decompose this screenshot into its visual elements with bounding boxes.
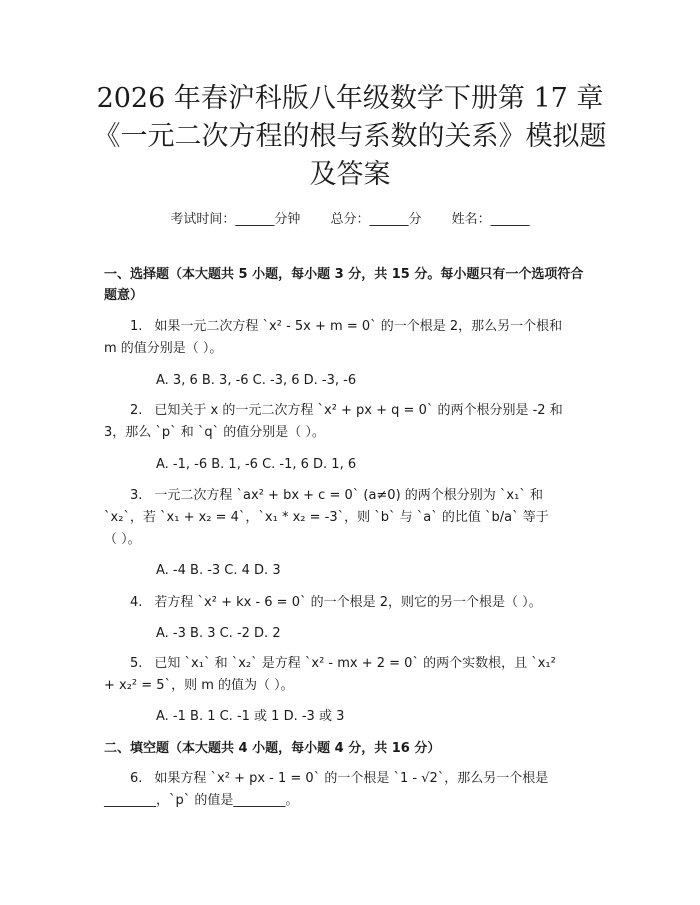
question-line: + x₂² = 5`，则 m 的值为（ ）。 (104, 678, 294, 693)
question-6 (104, 768, 602, 812)
question-number: 3. (130, 488, 143, 503)
question-4-options: A. -3 B. 3 C. -2 D. 2 (156, 626, 281, 641)
question-text: 如果方程 `x² + px - 1 = 0` 的一个根是 `1 - √2`，那么另一个根是 (154, 771, 549, 786)
question-text: 已知关于 x 的一元二次方程 `x² + px + q = 0` 的两个根分别是 -2 和 (154, 403, 563, 418)
question-5 (104, 653, 602, 697)
question-line (104, 400, 602, 422)
exam-info (0, 208, 700, 227)
question-text: 如果一元二次方程 `x² - 5x + m = 0` 的一个根是 2，那么另一个根和 (154, 319, 563, 334)
question-4 (104, 592, 602, 614)
section-heading-fill: 二、填空题（本大题共 4 小题，每小题 4 分，共 16 分） (104, 741, 441, 756)
section-heading-line-1: 一、选择题（本大题共 5 小题，每小题 3 分，共 15 分。每小题只有一个选项符合 (104, 267, 584, 282)
question-number: 4. (130, 595, 143, 610)
question-line (104, 592, 602, 614)
question-line: m 的值分别是（ ）。 (104, 341, 223, 356)
question-3-options: A. -4 B. -3 C. 4 D. 3 (156, 563, 281, 578)
question-3 (104, 485, 602, 551)
section-heading-choice (104, 264, 604, 306)
question-line (104, 316, 602, 338)
question-text: 若方程 `x² + kx - 6 = 0` 的一个根是 2，则它的另一个根是（ ）。 (154, 595, 542, 610)
question-text: 一元二次方程 `ax² + bx + c = 0` (a≠0) 的两个根分别为 `x₁` 和 (154, 488, 543, 503)
title-line-3: 及答案 (309, 159, 391, 190)
question-line: （ ）。 (104, 532, 141, 547)
question-number: 1. (130, 319, 143, 334)
question-line: 3，那么 `p` 和 `q` 的值分别是（ ）。 (104, 425, 325, 440)
exam-name: 姓名：______ (451, 212, 530, 227)
question-line (104, 485, 602, 507)
question-number: 6. (130, 771, 143, 786)
title-line-1: 2026 年春沪科版八年级数学下册第 17 章 (96, 83, 604, 114)
exam-score: 总分：______分 (330, 212, 422, 227)
question-1-options: A. 3, 6 B. 3, -6 C. -3, 6 D. -3, -6 (156, 373, 357, 388)
question-line: ________，`p` 的值是________。 (104, 793, 299, 808)
question-5-options: A. -1 B. 1 C. -1 或 1 D. -3 或 3 (156, 709, 345, 724)
question-2-options: A. -1, -6 B. 1, -6 C. -1, 6 D. 1, 6 (156, 457, 357, 472)
exam-time: 考试时间：______分钟 (170, 212, 301, 227)
section-heading-line-2: 题意） (104, 288, 144, 303)
question-line (104, 653, 602, 675)
question-number: 5. (130, 656, 143, 671)
question-1 (104, 316, 602, 360)
title-line-2: 《一元二次方程的根与系数的关系》模拟题 (93, 121, 607, 152)
question-number: 2. (130, 403, 143, 418)
question-line (104, 768, 602, 790)
question-text: 已知 `x₁` 和 `x₂` 是方程 `x² - mx + 2 = 0` 的两个实数根，且 `x₁² (154, 656, 556, 671)
document-title (90, 80, 610, 194)
question-2 (104, 400, 602, 444)
question-line: `x₂`，若 `x₁ + x₂ = 4`，`x₁ * x₂ = -3`，则 `b` 与 `a` 的比值 `b/a` 等于 (104, 510, 549, 525)
